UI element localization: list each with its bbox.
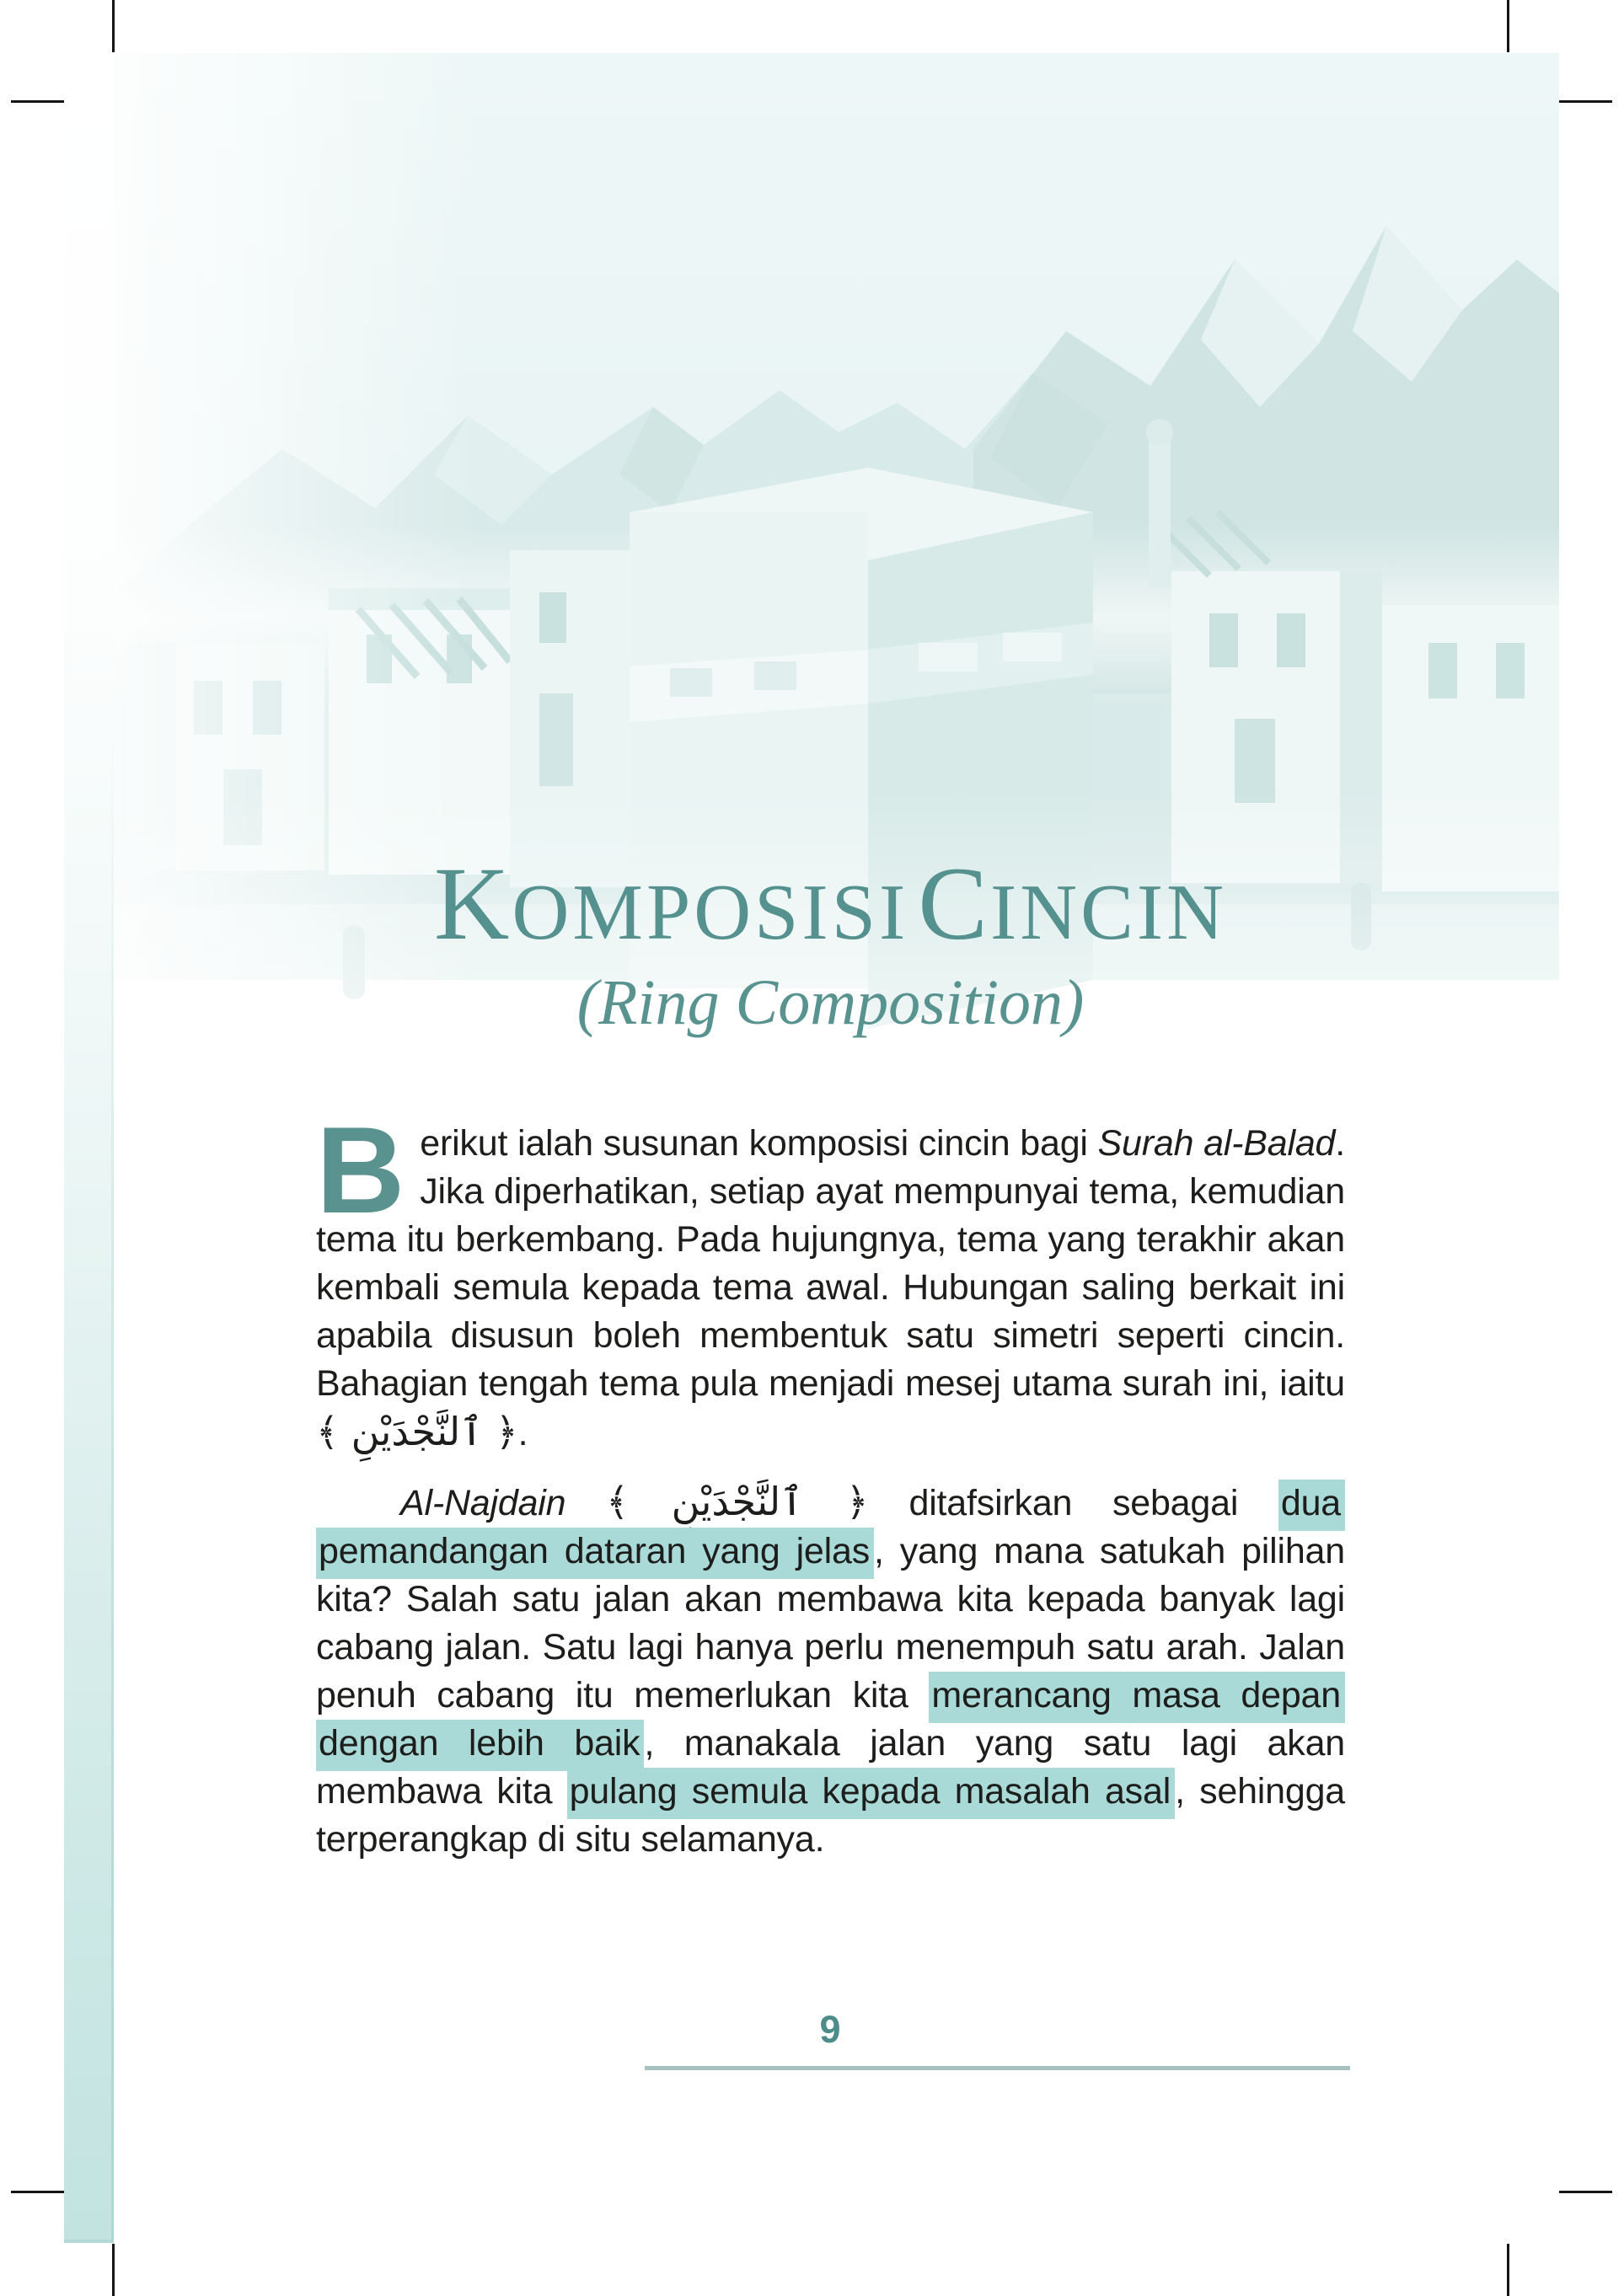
crop-mark bbox=[11, 100, 65, 103]
crop-mark bbox=[1558, 2191, 1612, 2193]
highlighted-phrase: pulang semula kepada masalah asal bbox=[567, 1768, 1175, 1819]
crop-mark bbox=[1507, 0, 1509, 52]
highlighted-phrase: merancang masa depan dengan lebih baik bbox=[316, 1672, 1345, 1771]
paragraph-najdain bbox=[316, 1478, 1345, 1864]
crop-mark bbox=[1507, 2244, 1509, 2296]
page-subtitle: (Ring Composition) bbox=[576, 967, 1085, 1038]
text-run: ditafsirkan sebagai bbox=[868, 1483, 1278, 1523]
quran-citation: ﴾ ٱلنَّجْدَيْنِ ﴿ bbox=[316, 1409, 518, 1454]
paragraph-intro bbox=[316, 1101, 1345, 1458]
footer-rule bbox=[645, 2066, 1350, 2070]
text-run: Al-Najdain bbox=[400, 1483, 607, 1523]
left-watercolor-bleed bbox=[64, 53, 114, 2243]
page-body bbox=[64, 53, 1559, 2243]
crop-mark bbox=[112, 0, 115, 52]
text-run: . Jika diperhatikan, setiap ayat mempunyai tema, kemudian tema itu berkembang. Pada hujungnya, tema yang terakhir akan kembali semula kepada tema awal. Hubungan saling berkait ini apabila disusun boleh membentuk satu simetri seperti cincin. Bahagian tengah tema pula menjadi mesej utama surah ini, iaitu bbox=[316, 1123, 1345, 1404]
crop-mark bbox=[1558, 100, 1612, 103]
body-text bbox=[316, 1101, 1346, 1864]
text-run: , sehingga terperangkap di situ selamanya. bbox=[316, 1771, 1346, 1860]
text-run: erikut ialah susunan komposisi cincin bagi bbox=[420, 1123, 1098, 1164]
page-number: 9 bbox=[819, 2008, 842, 2051]
crop-mark bbox=[11, 2191, 65, 2193]
drop-cap: B bbox=[316, 1101, 405, 1239]
text-run: , yang mana satukah pilihan kita? Salah satu jalan akan membawa kita kepada banyak lagi cabang jalan. Satu lagi hanya perlu menempuh satu arah. Jalan penuh cabang itu memerlukan kita bbox=[316, 1531, 1345, 1715]
highlighted-phrase: dua pemandangan dataran yang jelas bbox=[316, 1480, 1345, 1579]
text-run: , manakala jalan yang satu lagi akan membawa kita bbox=[316, 1723, 1346, 1812]
background-illustration bbox=[114, 53, 1559, 1283]
crop-mark bbox=[112, 2244, 115, 2296]
text-run: . bbox=[517, 1413, 528, 1453]
page-title: KOMPOSISI CINCIN bbox=[433, 846, 1228, 961]
text-run: Surah al-Balad bbox=[1097, 1123, 1336, 1164]
quran-citation: ﴾ ٱلنَّجْدَيْنِ ﴿ bbox=[606, 1479, 869, 1524]
